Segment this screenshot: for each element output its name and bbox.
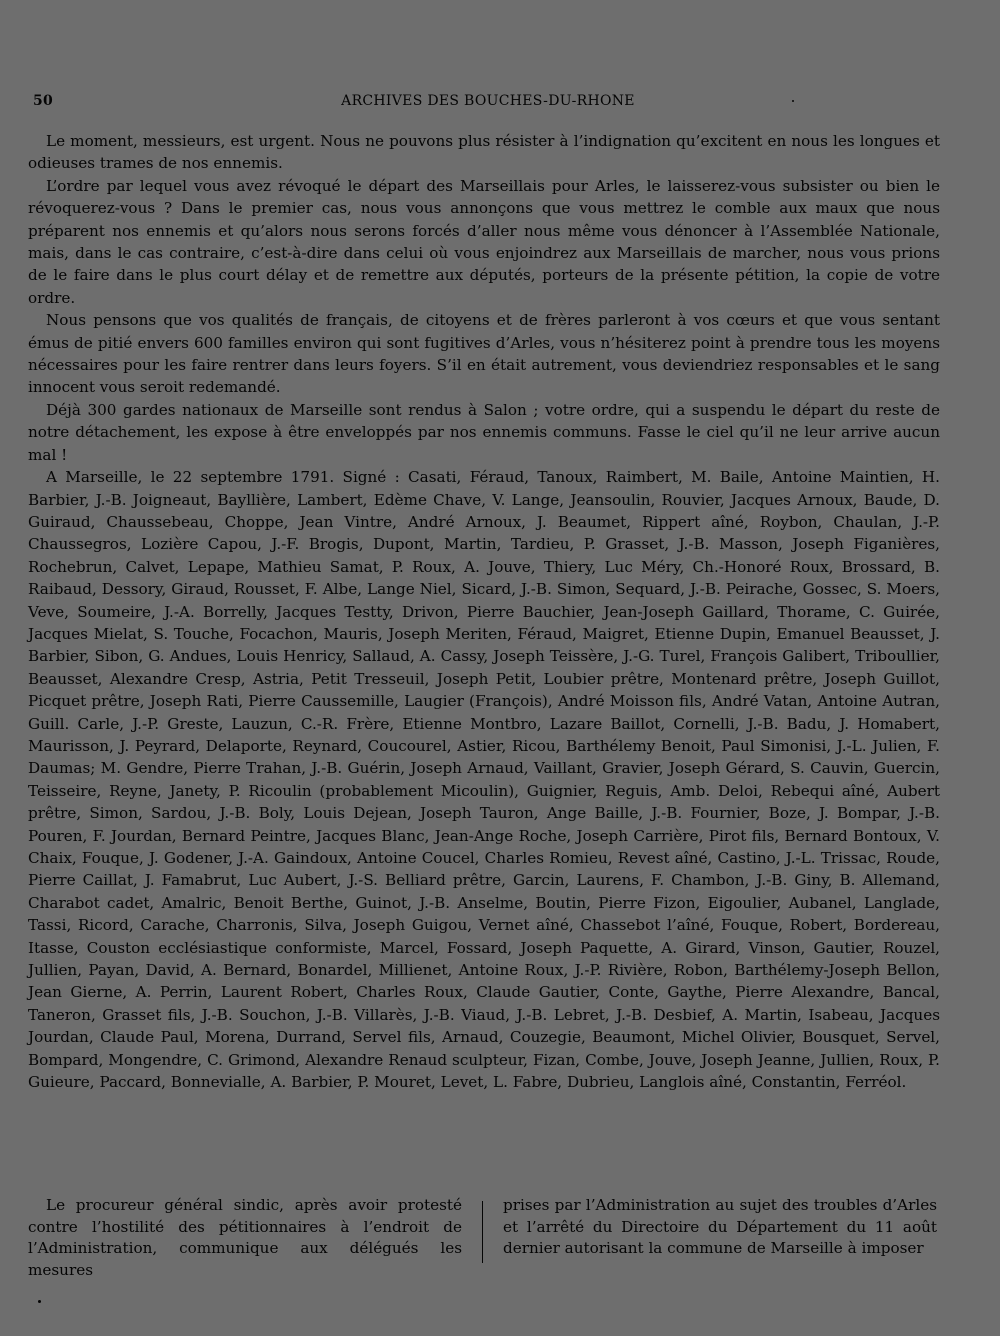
page-header [33,93,943,115]
running-title: ARCHIVES DES BOUCHES-DU-RHONE [341,93,635,109]
paragraph: L’ordre par lequel vous avez révoqué le départ des Marseillais pour Arles, le laisserez-vous subsister ou bien le révoquerez-vous ? Dans le premier cas, nous vous annonçons que vous mettrez le comble aux maux que nous préparent nos ennemis et qu’alors nous serons forcés d’aller nous même vous dénoncer à l’Assemblée Nationale, mais, dans le cas contraire, c’est-à-dire dans celui où vous enjoindrez aux Marseillais de marcher, nous vous prions de le faire dans le plus court délay et de remettre aux députés, porteurs de la présente pétition, la copie de votre ordre. [28,176,940,307]
summary-left-column: Le procureur général sindic, après avoir protesté contre l’hostilité des pétitionnaires à l’endroit de l’Administration, communique aux délégués les mesures [28,1196,462,1279]
paragraph: Déjà 300 gardes nationaux de Marseille sont rendus à Salon ; votre ordre, qui a suspendu le départ du reste de notre détachement, les expose à être enveloppés par nos ennemis communs. Fasse le ciel qu’il ne leur arrive aucun mal ! [28,400,940,464]
main-text [28,130,940,1093]
scan-speck [792,100,794,102]
scan-speck [38,1300,41,1303]
paragraph: Nous pensons que vos qualités de français, de citoyens et de frères parleront à vos cœurs et que vous sentant émus de pitié envers 600 familles environ qui sont fugitives d’Arles, vous n’hésiterez point à prendre tous les moyens nécessaires pour les faire rentrer dans leurs foyers. S’il en était autrement, vous deviendriez responsables et le sang innocent vous seroit redemandé. [28,311,940,397]
paragraph: Le moment, messieurs, est urgent. Nous ne pouvons plus résister à l’indignation qu’excitent en nous les longues et odieuses trames de nos ennemis. [28,132,940,173]
signatures-paragraph: A Marseille, le 22 septembre 1791. Signé : Casati, Féraud, Tanoux, Raimbert, M. Baile, Antoine Maintien, H. Barbier, J.-B. Joigneaut, Bayllière, Lambert, Edème Chave, V. Lange, Jeansoulin, Rouvier, Jacques Arnoux, Baude, D. Guiraud, Chaussebeau, Choppe, Jean Vintre, André Arnoux, J. Beaumet, Rippert aîné, Roybon, Chaulan, J.-P. Chaussegros, Lozière Capou, J.-F. Brogis, Dupont, Martin, Tardieu, P. Grasset, J.-B. Masson, Joseph Figanières, Rochebrun, Calvet, Lepape, Mathieu Samat, P. Roux, A. Jouve, Thiery, Luc Méry, Ch.-Honoré Roux, Brossard, B. Raibaud, Dessory, Giraud, Rousset, F. Albe, Lange Niel, Sicard, J.-B. Simon, Sequard, J.-B. Peirache, Gossec, S. Moers, Veve, Soumeire, J.-A. Borrelly, Jacques Testty, Drivon, Pierre Bauchier, Jean-Joseph Gaillard, Thorame, C. Guirée, Jacques Mielat, S. Touche, Focachon, Mauris, Joseph Meriten, Féraud, Maigret, Etienne Dupin, Emanuel Beausset, J. Barbier, Sibon, G. Andues, Louis Henricy, Sallaud, A. Cassy, Joseph Teissère, J.-G. Turel, François Galibert, Triboullier, Beausset, Alexandre Cresp, Astria, Petit Tresseuil, Joseph Petit, Loubier prêtre, Montenard prêtre, Joseph Guillot, Picquet prêtre, Joseph Rati, Pierre Caussemille, Laugier (François), André Moisson fils, André Vatan, Antoine Autran, Guill. Carle, J.-P. Greste, Lauzun, C.-R. Frère, Etienne Montbro, Lazare Baillot, Cornelli, J.-B. Badu, J. Homabert, Maurisson, J. Peyrard, Delaporte, Reynard, Coucourel, Astier, Ricou, Barthélemy Benoit, Paul Simonisi, J.-L. Julien, F. Daumas; M. Gendre, Pierre Trahan, J.-B. Guérin, Joseph Arnaud, Vaillant, Gravier, Joseph Gérard, S. Cauvin, Guercin, Teisseire, Reyne, Janety, P. Ricoulin (probablement Micoulin), Guignier, Reguis, Amb. Deloi, Rebequi aîné, Aubert prêtre, Simon, Sardou, J.-B. Boly, Louis Dejean, Joseph Tauron, Ange Baille, J.-B. Fournier, Boze, J. Bompar, J.-B. Pouren, F. Jourdan, Bernard Peintre, Jacques Blanc, Jean-Ange Roche, Joseph Carrière, Pirot fils, Bernard Bontoux, V. Chaix, Fouque, J. Godener, J.-A. Gaindoux, Antoine Coucel, Charles Romieu, Revest aîné, Castino, J.-L. Trissac, Roude, Pierre Caillat, J. Famabrut, Luc Aubert, J.-S. Belliard prêtre, Garcin, Laurens, F. Chambon, J.-B. Giny, B. Allemand, Charabot cadet, Amalric, Benoit Berthe, Guinot, J.-B. Anselme, Boutin, Pierre Fizon, Eigoulier, Aubanel, Langlade, Tassi, Ricord, Carache, Charronis, Silva, Joseph Guigou, Vernet aîné, Chassebot l’aîné, Fouque, Robert, Bordereau, Itasse, Couston ecclésiastique conformiste, Marcel, Fossard, Joseph Paquette, A. Girard, Vinson, Gautier, Rouzel, Jullien, Payan, David, A. Bernard, Bonardel, Millienet, Antoine Roux, J.-P. Rivière, Robon, Barthélemy-Joseph Bellon, Jean Gierne, A. Perrin, Laurent Robert, Charles Roux, Claude Gautier, Conte, Gaythe, Pierre Alexandre, Bancal, Taneron, Grasset fils, J.-B. Souchon, J.-B. Villarès, J.-B. Viaud, J.-B. Lebret, J.-B. Desbief, A. Martin, Isabeau, Jacques Jourdan, Claude Paul, Morena, Durrand, Servel fils, Arnaud, Couzegie, Beaumont, Michel Olivier, Bousquet, Servel, Bompard, Mongendre, C. Grimond, Alexandre Renaud sculpteur, Fizan, Combe, Jouve, Joseph Jeanne, Jullien, Roux, P. Guieure, Paccard, Bonnevialle, A. Barbier, P. Mouret, Levet, L. Fabre, Dubrieu, Langlois aîné, Constantin, Ferréol. [28,468,940,1092]
column-divider [482,1201,483,1263]
page-number: 50 [33,93,54,109]
summary-right-column: prises par l’Administration au sujet des troubles d’Arles et l’arrêté du Directoire du Département du 11 août dernier autorisant la commune de Marseille à imposer [503,1196,937,1257]
bottom-two-column-summary [28,1195,938,1281]
